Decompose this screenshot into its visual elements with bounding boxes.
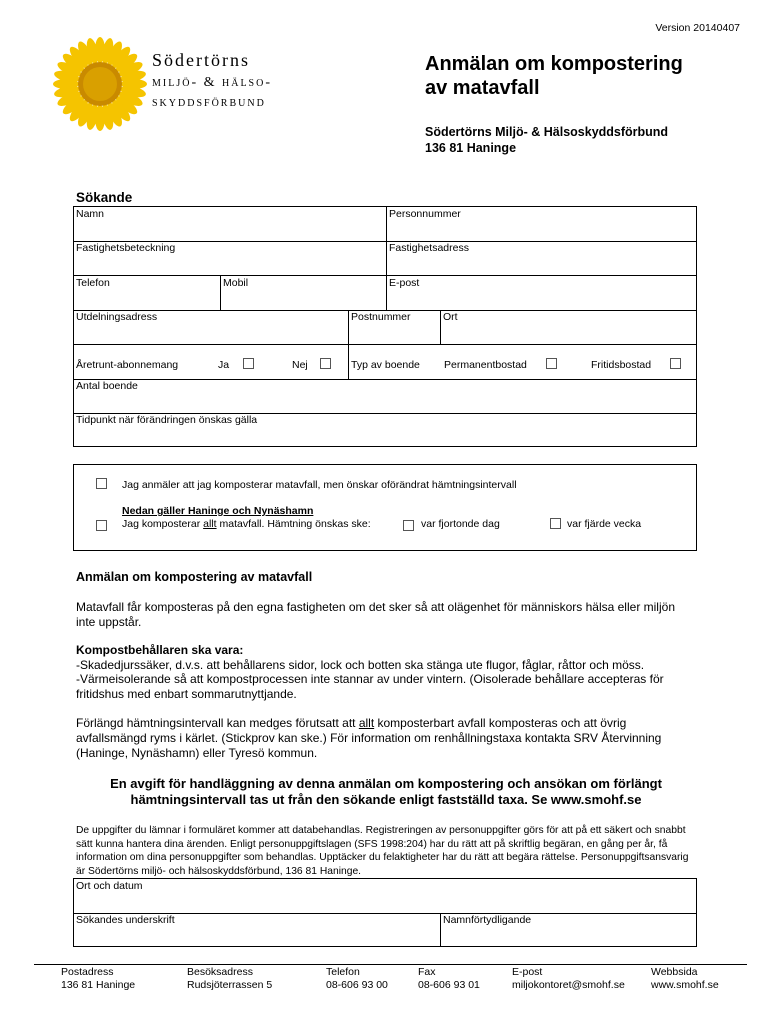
footer-webb-link[interactable]: www.smohf.se <box>651 979 719 991</box>
option-unchanged-interval-checkbox[interactable] <box>96 478 107 489</box>
footer-besok-value: Rudsjöterrassen 5 <box>187 979 273 991</box>
ja-checkbox[interactable] <box>243 358 254 369</box>
composting-options-box <box>73 464 697 551</box>
footer-telefon-label: Telefon <box>326 966 360 978</box>
fritidsbostad-label: Fritidsbostad <box>591 359 652 371</box>
sokandes-underskrift-field[interactable]: Sökandes underskrift <box>76 914 175 926</box>
footer-postadress-label: Postadress <box>61 966 114 978</box>
nej-checkbox[interactable] <box>320 358 331 369</box>
footer-divider <box>34 964 747 965</box>
footer-webbsida <box>651 966 719 992</box>
organisation-address <box>425 124 668 156</box>
footer-telefon <box>326 966 388 992</box>
fjarde-vecka-checkbox[interactable] <box>550 518 561 529</box>
org-name: Södertörns Miljö- & Hälsoskyddsförbund <box>425 125 669 139</box>
container-requirements-heading: Kompostbehållaren ska vara: <box>76 643 244 657</box>
footer-epost-link[interactable]: miljokontoret@smohf.se <box>512 979 625 991</box>
utdelningsadress-field[interactable]: Utdelningsadress <box>76 311 158 323</box>
epost-field[interactable]: E-post <box>389 277 420 289</box>
ja-label: Ja <box>218 359 230 371</box>
version-label: Version 20140407 <box>655 22 740 34</box>
option-unchanged-interval-label: Jag anmäler att jag komposterar matavfall, men önskar oförändrat hämtningsintervall <box>122 479 517 491</box>
footer-epost <box>512 966 625 992</box>
logo-line2: miljö- & hälso- <box>152 75 272 90</box>
postnummer-field[interactable]: Postnummer <box>351 311 411 323</box>
namnfortydligande-field[interactable]: Namnförtydligande <box>443 914 532 926</box>
tidpunkt-field[interactable]: Tidpunkt när förändringen önskas gälla <box>76 414 258 426</box>
requirement-insulated: -Värmeisolerande så att kompostprocessen inte stannar av under vintern. (Oisolerade behållare accepteras för fritidshus med enbart sommarutnyttjande. <box>76 672 664 701</box>
haninge-nynashamn-heading: Nedan gäller Haninge och Nynäshamn <box>122 505 314 517</box>
ort-och-datum-field[interactable]: Ort och datum <box>76 880 143 892</box>
title-line1: Anmälan om kompostering <box>425 53 683 75</box>
fritidsbostad-checkbox[interactable] <box>670 358 681 369</box>
info-paragraph-3: Förlängd hämtningsintervall kan medges förutsatt att allt komposterbart avfall komposteras och att övrig avfallsmängd ryms i kärlet. (Stickprov kan ske.) För information om renhållningstaxa kontakta SRV Återvinning (Haninge, Nynäshamn) eller Tyresö kommun. <box>76 716 662 760</box>
antal-boende-field[interactable]: Antal boende <box>76 380 138 392</box>
document-title <box>425 52 683 100</box>
info-paragraph-1: Matavfall får komposteras på den egna fastigheten om det sker så att olägenhet för människors hälsa eller miljön inte uppstår. <box>76 600 675 629</box>
footer-postadress <box>61 966 135 992</box>
logo-line1: Södertörns <box>152 50 250 70</box>
fastighetsbeteckning-field[interactable]: Fastighetsbeteckning <box>76 242 176 254</box>
namn-field[interactable]: Namn <box>76 208 105 220</box>
footer-postadress-value: 136 81 Haninge <box>61 979 136 991</box>
footer-besok-label: Besöksadress <box>187 966 253 978</box>
option-all-food-waste-checkbox[interactable] <box>96 520 107 531</box>
info-heading: Anmälan om kompostering av matavfall <box>76 570 313 584</box>
title-line2: av matavfall <box>425 77 540 99</box>
fjortonde-dag-checkbox[interactable] <box>403 520 414 531</box>
applicant-section-title: Sökande <box>76 190 133 205</box>
org-postal: 136 81 Haninge <box>425 141 517 155</box>
permanentbostad-label: Permanentbostad <box>444 359 527 371</box>
permanentbostad-checkbox[interactable] <box>546 358 557 369</box>
telefon-field[interactable]: Telefon <box>76 277 110 289</box>
requirement-pest-proof: -Skadedjurssäker, d.v.s. att behållarens sidor, lock och botten ska stänga ute flugor, fåglar, råttor och möss. <box>76 658 645 672</box>
ort-field[interactable]: Ort <box>443 311 458 323</box>
option-all-food-waste-label: Jag komposterar allt matavfall. Hämtning önskas ske: <box>122 518 371 530</box>
footer-telefon-value: 08-606 93 00 <box>326 979 388 991</box>
footer-fax-value: 08-606 93 01 <box>418 979 480 991</box>
footer-besoksadress <box>187 966 272 992</box>
signature-form <box>73 878 697 947</box>
footer-epost-label: E-post <box>512 966 543 978</box>
personnummer-field[interactable]: Personnummer <box>389 208 461 220</box>
fjarde-vecka-label: var fjärde vecka <box>567 518 642 530</box>
footer-webb-label: Webbsida <box>651 966 698 978</box>
footer-fax <box>418 966 480 992</box>
sunflower-logo-icon <box>52 36 148 132</box>
mobil-field[interactable]: Mobil <box>223 277 249 289</box>
fastighetsadress-field[interactable]: Fastighetsadress <box>389 242 469 254</box>
aretrunt-label: Åretrunt-abonnemang <box>76 359 179 371</box>
applicant-form <box>73 206 697 447</box>
fee-notice: En avgift för handläggning av denna anmälan om kompostering och ansökan om förlängt hämtningsintervall tas ut från den sökande enligt fastställd taxa. Se www.smohf.se <box>110 776 662 807</box>
logo-wordmark <box>152 50 272 111</box>
logo-line3: skyddsförbund <box>152 95 266 110</box>
typ-av-boende-label: Typ av boende <box>351 359 420 371</box>
fjortonde-dag-label: var fjortonde dag <box>421 518 500 530</box>
personal-data-notice: De uppgifter du lämnar i formuläret kommer att databehandlas. Registreringen av personuppgifter görs för att på ett säkert och snabbt sätt kunna hantera dina ärenden. Enligt personuppgiftslagen (SFS 1998:204) har du rätt att på skriftlig begäran, en gång per år, få information om dina personuppgifter som behandlas. Upptäcker du felaktigheter har du rätt att begära rättelse. Personuppgiftsansvarig är Södertörns miljö- och hälsoskyddsförbund, 136 81 Haninge. <box>76 825 689 877</box>
footer-fax-label: Fax <box>418 966 436 978</box>
nej-label: Nej <box>292 359 308 371</box>
